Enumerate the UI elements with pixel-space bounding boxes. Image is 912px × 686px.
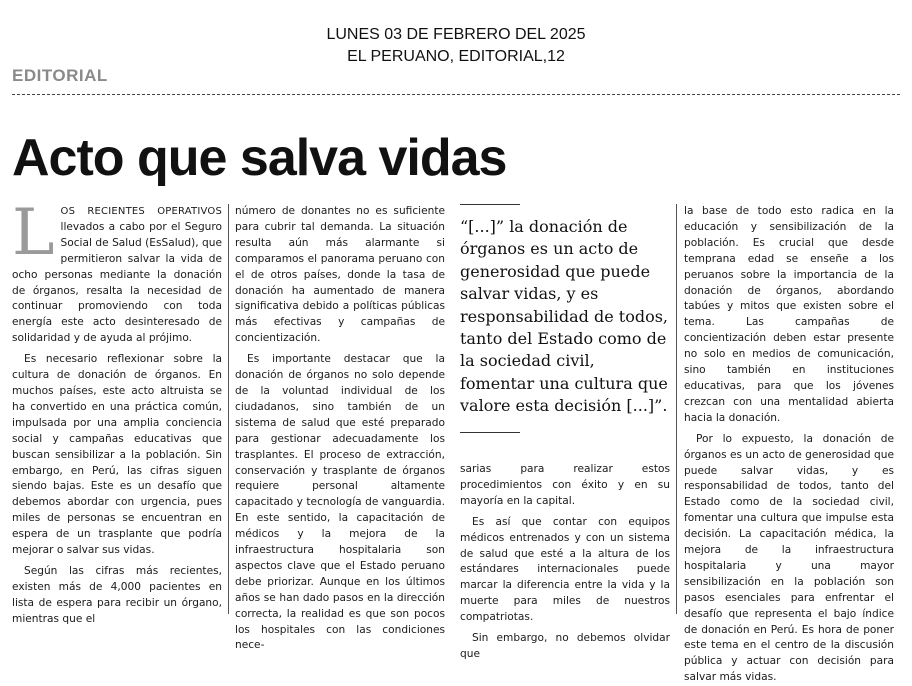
masthead-source: EL PERUANO, EDITORIAL,12 [347,48,565,65]
section-label: EDITORIAL [12,66,108,85]
article-paragraph: número de donantes no es suficiente para cubrir tal demanda. La situación resulta aún más alarmante si comparamos el panorama peruano con el de otros países, donde la tasa de donación ha aumentado de manera significativa debido a políticas públicas más efectivas y campañas de concientización. [235,205,445,345]
masthead-date: LUNES 03 DE FEBRERO DEL 2025 [326,26,586,43]
article-paragraph: Es así que contar con equipos médicos entrenados y con un sistema de salud que esté a la altura de los estándares internacionales puede marcar la diferencia entre la vida y la muerte para miles de nuestros compatriotas. [460,515,670,624]
article-paragraph: sarias para realizar estos procedimientos con éxito y en su mayoría en la capital. [460,463,670,507]
article-paragraph: Sin embargo, no debemos olvidar que [460,632,670,660]
column-divider [228,204,229,614]
pull-quote-block [460,204,670,466]
pull-quote: “[...]” la donación de órganos es un acto de generosidad que puede salvar vidas, y es responsabilidad de todos, tanto del Estado como de la sociedad civil, fomentar una cultura que valore esta decisión [...]”. [460,217,668,416]
article-paragraph: Por lo expuesto, la donación de órganos es un acto de generosidad que puede salvar vidas, y es responsabilidad de todos, tanto del Estado como de la sociedad civil, fomentar una cultura que impulse esta decisión. La capacitación médica, la mejora de la infraestructura hospitalaria y una mayor sensibilización en la población son pasos esenciales para enfrentar el desafío que representa el bajo índice de donación en Perú. Es hora de poner este tema en el centro de la discusión pública y actuar con decisión para salvar más vidas. [684,432,894,684]
article-paragraph: Es importante destacar que la donación de órganos no solo depende de la voluntad individual de los ciudadanos, sino también de un sistema de salud que esté preparado para gestionar adecuadamente los trasplantes. El proceso de extracción, conservación y trasplante de órganos requiere personal altamente capacitado y tecnología de vanguardia. En este sentido, la capacitación de médicos y la mejora de la infraestructura hospitalaria son aspectos clave que el Estado peruano debe priorizar. Aunque en los últimos años se han dado pasos en la dirección correcta, la realidad es que son pocos los hospitales con las condiciones nece- [235,353,445,652]
lead-caps: OS RECIENTES OPERATIVOS [60,206,222,217]
paragraph-text: llevados a cabo por el Seguro Social de Salud (EsSalud), que permitieron salvar la vida de ocho personas mediante la donación de órganos, resalta la necesidad de continuar promoviendo con toda energía este acto desinteresado de solidaridad y de ayuda al prójimo. [12,220,222,345]
article-paragraph: Según las cifras más recientes, existen más de 4,000 pacientes en lista de espera para recibir un órgano, mientras que el [12,564,222,625]
article-paragraph: la base de todo esto radica en la educación y sensibilización de la población. Es crucial que desde temprana edad se enseñe a los peruanos sobre la importancia de la donación de órganos, abordando tabúes y mitos que existen sobre el tema. Las campañas de concientización deben estar presente no solo en medios de comunicación, sino también en instituciones educativas, para que los jóvenes crezcan con una mentalidad abierta hacia la donación. [684,205,894,424]
article-column-1 [12,196,222,625]
article-paragraph: Es necesario reflexionar sobre la cultura de donación de órganos. En muchos países, este acto altruista se ha convertido en una práctica común, impulsada por una amplia conciencia social y campañas educativas que buscan sensibilizar a la población. Sin embargo, en Perú, las cifras siguen siendo bajas. Este es un desafío que debemos abordar con urgencia, pues miles de personas se encuentran en espera de un trasplante que podría mejorar o salvar sus vidas. [12,353,222,557]
article-column-4 [684,204,894,684]
column-divider [676,204,677,614]
article-column-2 [235,204,445,652]
headline: Acto que salva vidas [12,129,507,187]
quote-rule-top [460,204,520,205]
drop-cap: L [12,196,55,270]
quote-rule-bottom [460,432,520,433]
article-paragraph [12,196,222,347]
dashed-divider [12,94,900,95]
article-column-3 [460,462,670,660]
masthead [0,24,912,68]
